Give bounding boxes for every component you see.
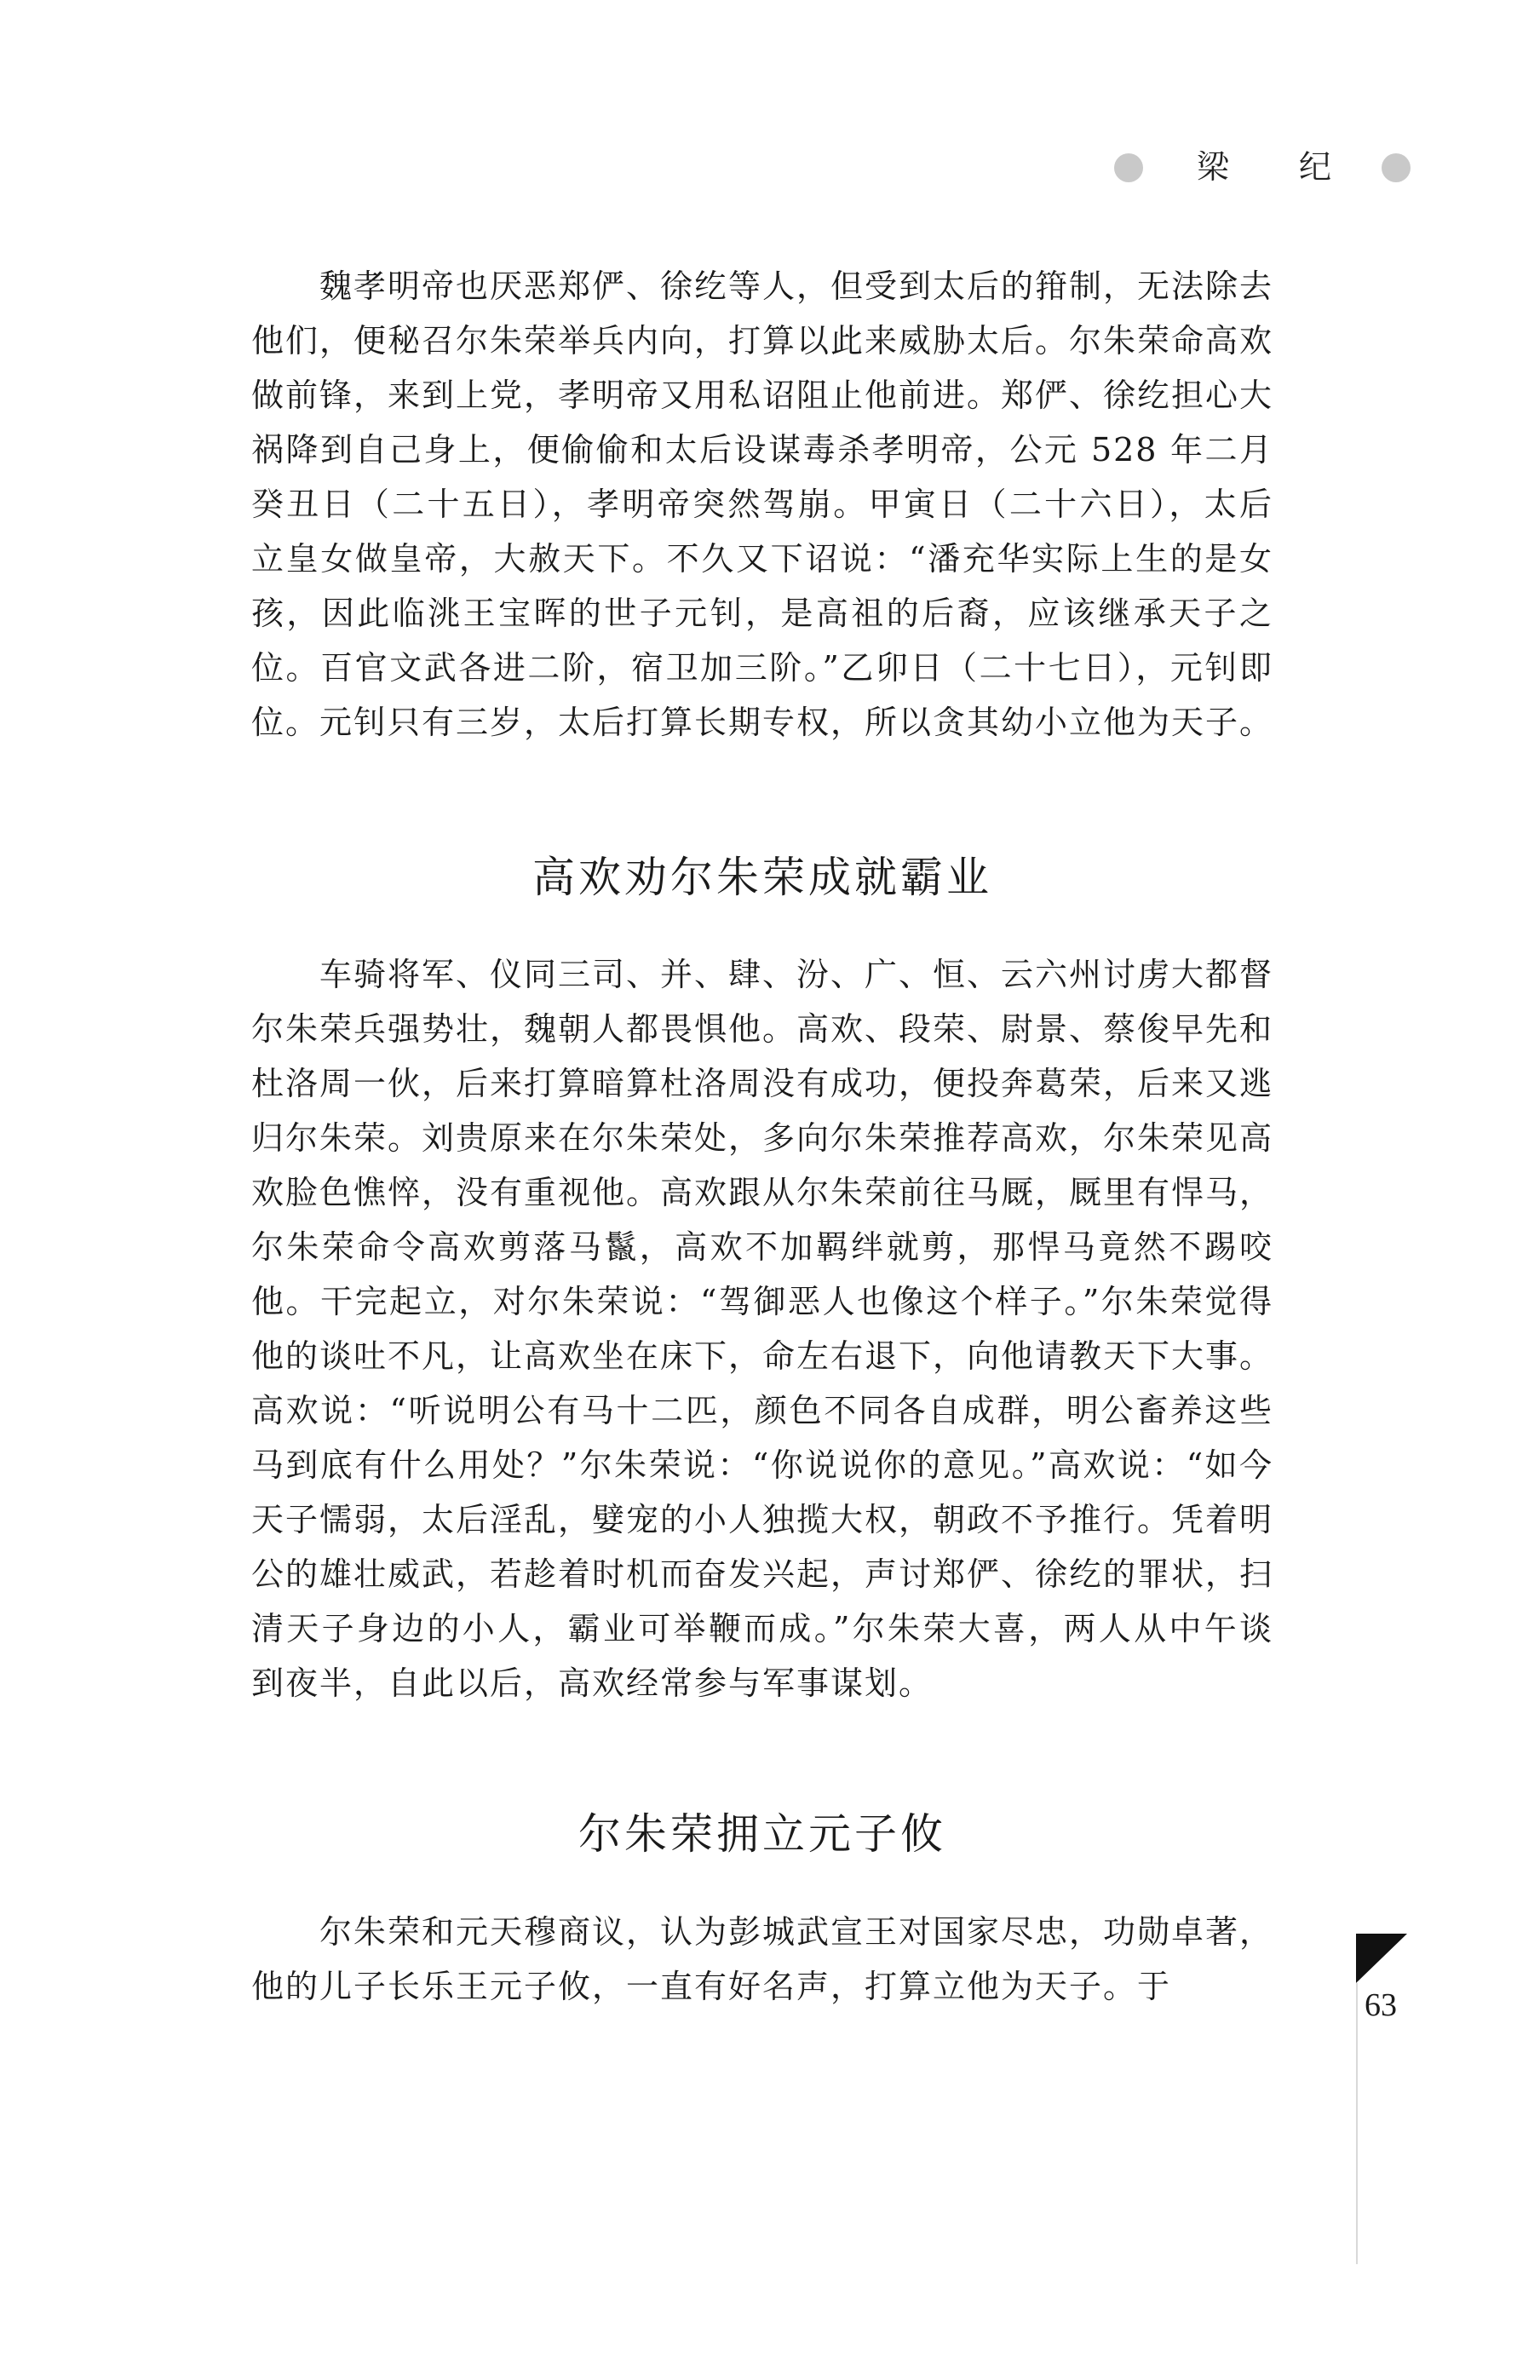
running-header xyxy=(1107,145,1431,204)
page-marker-triangle xyxy=(1356,1934,1407,1983)
section-2 xyxy=(251,947,1273,1710)
body-paragraph: 尔朱荣和元天穆商议，认为彭城武宣王对国家尽忠，功勋卓著，他的儿子长乐王元子攸，一直有好名声，打算立他为天子。于 xyxy=(251,1913,1274,2005)
running-header-char-1: 梁 xyxy=(1197,148,1230,186)
section-heading: 高欢劝尔朱荣成就霸业 xyxy=(532,853,992,902)
running-header-char-2: 纪 xyxy=(1299,148,1332,186)
body-paragraph: 车骑将军、仪同三司、并、肆、汾、广、恒、云六州讨虏大都督尔朱荣兵强势壮，魏朝人都畏惧他。高欢、段荣、尉景、蔡俊早先和杜洛周一伙，后来打算暗算杜洛周没有成功，便投奔葛荣，后来又逃归尔朱荣。刘贵原来在尔朱荣处，多向尔朱荣推荐高欢，尔朱荣见高欢脸色憔悴，没有重视他。高欢跟从尔朱荣前往马厩，厩里有悍马，尔朱荣命令高欢剪落马鬣，高欢不加羁绊就剪，那悍马竟然不踢咬他。干完起立，对尔朱荣说：“驾御恶人也像这个样子。”尔朱荣觉得他的谈吐不凡，让高欢坐在床下，命左右退下，向他请教天下大事。高欢说：“听说明公有马十二匹，颜色不同各自成群，明公畜养这些马到底有什么用处？”尔朱荣说：“你说说你的意见。”高欢说：“如今天子懦弱，太后淫乱，嬖宠的小人独揽大权，朝政不予推行。凭着明公的雄壮威武，若趁着时机而奋发兴起，声讨郑俨、徐纥的罪状，扫清天子身边的小人，霸业可举鞭而成。”尔朱荣大喜，两人从中午谈到夜半，自此以后，高欢经常参与军事谋划。 xyxy=(251,956,1274,1702)
section-1 xyxy=(251,259,1273,750)
header-dot-right xyxy=(1382,153,1411,182)
section-3 xyxy=(251,1905,1273,2014)
body-paragraph: 魏孝明帝也厌恶郑俨、徐纥等人，但受到太后的箝制，无法除去他们，便秘召尔朱荣举兵内向，打算以此来威胁太后。尔朱荣命高欢做前锋，来到上党，孝明帝又用私诏阻止他前进。郑俨、徐纥担心大祸降到自己身上，便偷偷和太后设谋毒杀孝明帝，公元 528 年二月癸丑日（二十五日），孝明帝突然驾崩。甲寅日（二十六日），太后立皇女做皇帝，大赦天下。不久又下诏说：“潘充华实际上生的是女孩，因此临洮王宝晖的世子元钊，是高祖的后裔，应该继承天子之位。百官文武各进二阶，宿卫加三阶。”乙卯日（二十七日），元钊即位。元钊只有三岁，太后打算长期专权，所以贪其幼小立他为天子。 xyxy=(251,267,1274,741)
header-dot-left xyxy=(1114,153,1143,182)
margin-rule xyxy=(1356,1983,1358,2264)
page-number: 63 xyxy=(1365,1987,1397,2023)
section-heading: 尔朱荣拥立元子攸 xyxy=(578,1809,946,1859)
